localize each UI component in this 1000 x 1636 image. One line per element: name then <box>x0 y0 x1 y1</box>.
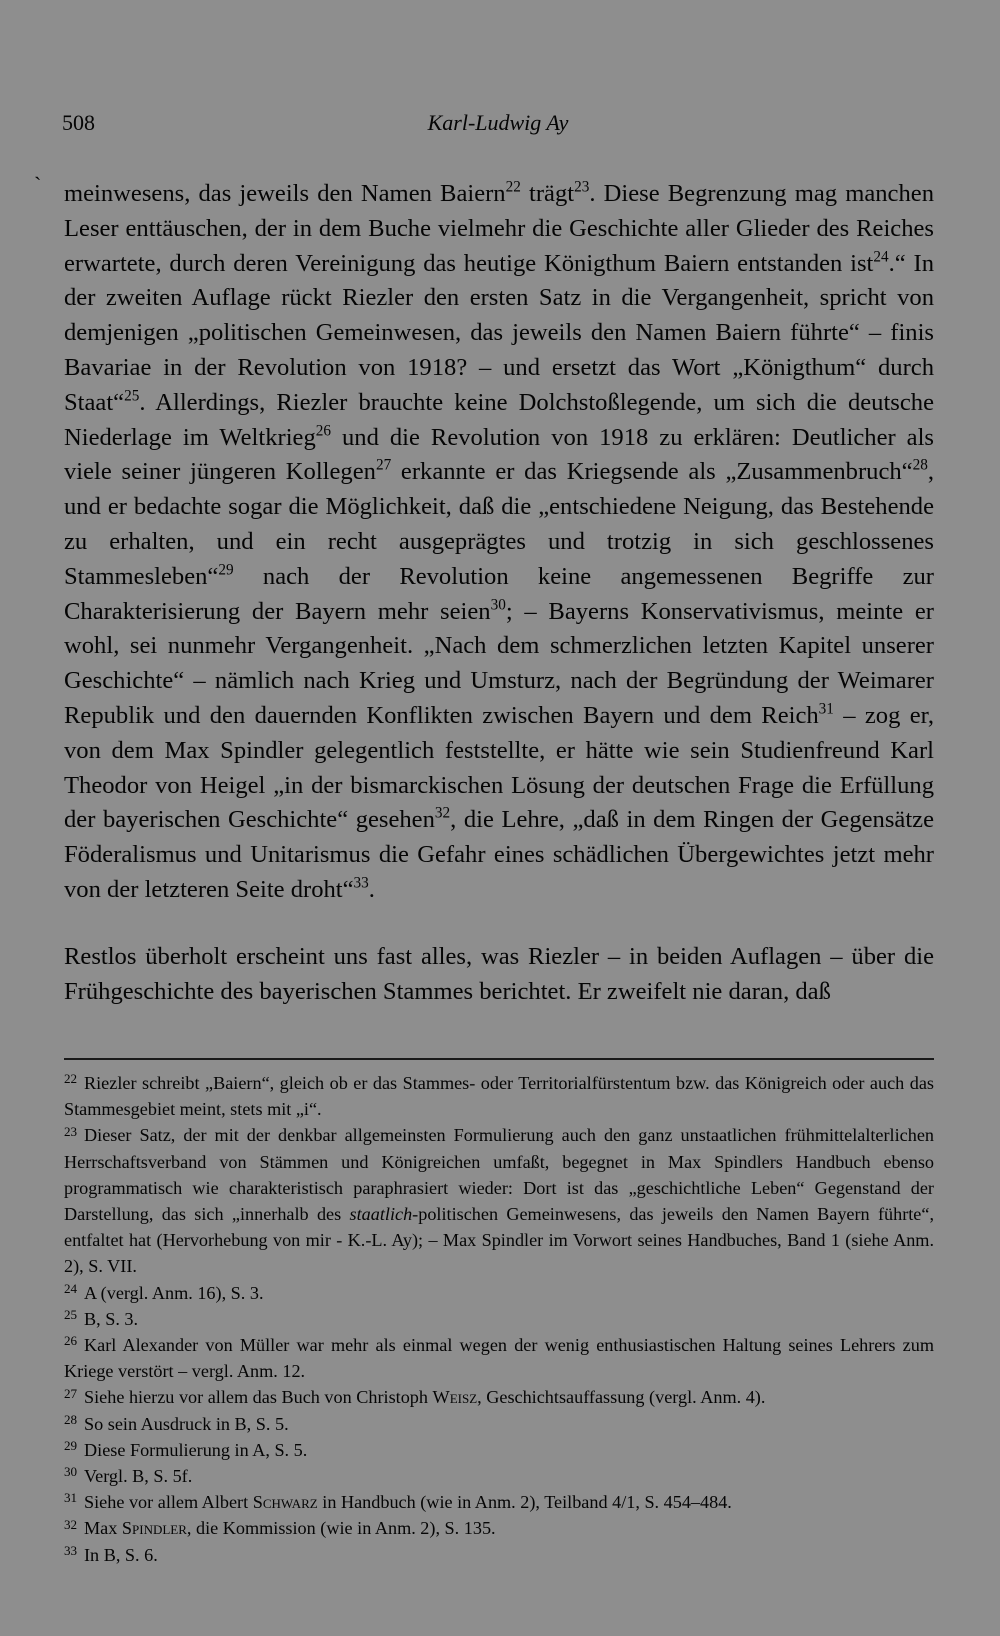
footnote-25: 25 B, S. 3. <box>64 1306 139 1329</box>
paragraph <box>64 177 934 908</box>
footnote-text: , Geschichtsauffassung (vergl. Anm. 4). <box>477 1387 766 1408</box>
text-run: und die Revolution von 1918 zu erklären: Deutlicher als viele seiner jüngeren Kollegen <box>64 423 934 486</box>
author-name: Weisz <box>432 1387 478 1408</box>
footnote-31: 31 Siehe vor allem Albert Schwarz in Handbuch (wie in Anm. 2), Teilband 4/1, S. 454–484. <box>64 1490 732 1513</box>
footnote-text: Karl Alexander von Müller war mehr als einmal wegen der wenig enthusiastischen Haltung seines Lehrers zum Kriege verstört – vergl. Anm. 12. <box>64 1335 934 1382</box>
footnote-24: 24 A (vergl. Anm. 16), S. 3. <box>64 1280 264 1303</box>
main-text <box>64 177 934 1009</box>
footnote-ref: 23 <box>574 178 590 196</box>
footnote-ref: 28 <box>912 456 928 474</box>
text-run: – zog er, von dem Max Spindler gelegentlich feststellte, er hätte wie sein Studienfreund Karl Theodor von Heigel „in der bismarckischen Lösung der deutschen Frage die Erfüllung der bayerischen Geschichte“ gesehen <box>64 701 934 834</box>
text-run: , und er bedachte sogar die Möglichkeit, daß die „entschiedene Neigung, das Bestehende zu erhalten, und ein recht ausgeprägtes und trotzig in sich geschlossenes Stammesleben“ <box>64 458 934 590</box>
footnote-28: 28 So sein Ausdruck in B, S. 5. <box>64 1411 289 1434</box>
footnote-text: Siehe vor allem Albert <box>84 1492 253 1513</box>
footnote-ref: 26 <box>315 422 331 440</box>
text-run: erkannte er das Kriegsende als „Zusammenbruch“ <box>391 458 913 486</box>
author-name: Schwarz <box>252 1492 318 1513</box>
footnote-text: Riezler schreibt „Baiern“, gleich ob er das Stammes- oder Territorialfürstentum bzw. das Königreich oder auch das Stammesgebiet meint, stets mit „i“. <box>64 1073 934 1120</box>
text-run: . Diese Begrenzung mag manchen Leser enttäuschen, der in dem Buche vielmehr die Geschichte aller Glieder des Reiches erwartete, durch deren Vereinigung das heutige Königthum Baiern entstanden ist <box>64 180 934 277</box>
footnote-33: 33 In B, S. 6. <box>64 1542 158 1565</box>
footnote-text: Dieser Satz, der mit der denkbar allgemeinsten Formulierung auch den ganz unstaatlichen frühmittelalterlichen Herrschaftsverband von Stämmen und Königreichen umfaßt, begegnet in Max Spindlers Handbuch ebenso programmatisch wie charakteristisch paraphrasiert wieder: Dort ist das „geschichtliche Leben“ Gegenstand der Darstellung, das sich „innerhalb des <box>64 1125 934 1225</box>
footnote-text: in Handbuch (wie in Anm. 2), Teilband 4/1, S. 454–484. <box>317 1492 732 1513</box>
footnote-text: -politischen Gemeinwesens, das jeweils den Namen Bayern führte“, entfaltet hat (Hervorhebung von mir - K.-L. Ay); – Max Spindler im Vorwort seines Handbuches, Band 1 (siehe Anm. 2), S. VII. <box>64 1204 934 1277</box>
footnote-ref: 30 <box>490 596 506 614</box>
footnote-text: So sein Ausdruck in B, S. 5. <box>84 1413 289 1434</box>
footnote-text: Vergl. B, S. 5f. <box>84 1466 193 1487</box>
footnote-22: 22 Riezler schreibt „Baiern“, gleich ob er das Stammes- oder Territorialfürstentum bzw. das Königreich oder auch das Stammesgebiet meint, stets mit „i“. <box>64 1071 934 1120</box>
text-run: nach der Revolution keine angemessenen Begriffe zur Charakterisierung der Bayern mehr seien <box>64 562 934 625</box>
footnote-ref: 24 <box>873 248 889 266</box>
text-run: ; – Bayerns Konservativismus, meinte er wohl, sei nunmehr Vergangenheit. „Nach dem schmerzlichen letzten Kapitel unserer Geschichte“ – nämlich nach Krieg und Umsturz, nach der Begründung der Weimarer Republik und den dauernden Konflikten zwischen Bayern und dem Reich <box>64 597 934 729</box>
page-header <box>62 110 934 140</box>
footnote-ref: 29 <box>218 561 234 579</box>
footnotes <box>64 1070 934 1568</box>
text-run: .“ In der zweiten Auflage rückt Riezler den ersten Satz in die Vergangenheit, spricht von demjenigen „politischen Gemeinwesen, das jeweils den Namen Baiern führte“ – finis Bavariae in der Revolution von 1918? – und ersetzt das Wort „Königthum“ durch Staat“ <box>64 249 934 416</box>
footnote-text: Diese Formulierung in A, S. 5. <box>84 1439 308 1460</box>
footnote-30: 30 Vergl. B, S. 5f. <box>64 1464 193 1487</box>
footnote-text: In B, S. 6. <box>84 1544 158 1565</box>
footnote-ref: 27 <box>375 456 392 474</box>
footnote-text: Siehe hierzu vor allem das Buch von Christoph <box>84 1387 433 1408</box>
author-name: Spindler <box>121 1518 187 1539</box>
footnote-29: 29 Diese Formulierung in A, S. 5. <box>64 1437 308 1460</box>
text-run: . Allerdings, Riezler brauchte keine Dolchstoßlegende, um sich die deutsche Niederlage im Weltkrieg <box>64 388 934 451</box>
footnote-ref: 31 <box>818 700 834 718</box>
footnote-text: B, S. 3. <box>84 1308 139 1329</box>
footnote-ref: 32 <box>434 804 451 822</box>
paragraph: Restlos überholt erscheint uns fast alles, was Riezler – in beiden Auflagen – über die Frühgeschichte des bayerischen Stammes berichtet. Er zweifelt nie daran, daß <box>64 942 934 1005</box>
text-run: . <box>368 875 375 903</box>
footnote-27: 27 Siehe hierzu vor allem das Buch von Christoph Weisz, Geschichtsauffassung (vergl. Anm. 4). <box>64 1385 766 1408</box>
footnote-23: 23 Dieser Satz, der mit der denkbar allgemeinsten Formulierung auch den ganz unstaatlichen frühmittelalterlichen Herrschaftsverband von Stämmen und Königreichen umfaßt, begegnet in Max Spindlers Handbuch ebenso programmatisch wie charakteristisch paraphrasiert wieder: Dort ist das „geschichtliche Leben“ Gegenstand der Darstellung, das sich „innerhalb des staatlich-politischen Gemeinwesens, das jeweils den Namen Bayern führte“, entfaltet hat (Hervorhebung von mir - K.-L. Ay); – Max Spindler im Vorwort seines Handbuches, Band 1 (siehe Anm. 2), S. VII. <box>64 1123 934 1277</box>
footnote-32: 32 Max Spindler, die Kommission (wie in Anm. 2), S. 135. <box>64 1516 496 1539</box>
text-run: meinwesens, das jeweils den Namen Baiern <box>64 180 506 207</box>
running-head: Karl-Ludwig Ay <box>427 110 569 135</box>
footnote-26: 26 Karl Alexander von Müller war mehr als einmal wegen der wenig enthusiastischen Haltung seines Lehrers zum Kriege verstört – vergl. Anm. 12. <box>64 1333 934 1382</box>
text-run: trägt <box>520 180 575 207</box>
footnote-text: A (vergl. Anm. 16), S. 3. <box>84 1282 264 1303</box>
text-run: , die Lehre, „daß in dem Ringen der Gegensätze Föderalismus und Unitarismus die Gefahr eines schädlichen Übergewichtes jetzt mehr von der letzteren Seite droht“ <box>64 806 934 903</box>
footnote-text: , die Kommission (wie in Anm. 2), S. 135. <box>186 1518 496 1539</box>
page-number: 508 <box>62 110 95 135</box>
footnote-separator <box>64 1058 934 1060</box>
emphasis: staatlich <box>349 1204 413 1225</box>
footnote-text: Max <box>84 1518 122 1539</box>
footnote-ref: 33 <box>353 874 369 892</box>
footnote-ref: 25 <box>124 387 140 405</box>
footnote-ref: 22 <box>505 178 521 196</box>
margin-tick-mark: ` <box>34 172 42 197</box>
